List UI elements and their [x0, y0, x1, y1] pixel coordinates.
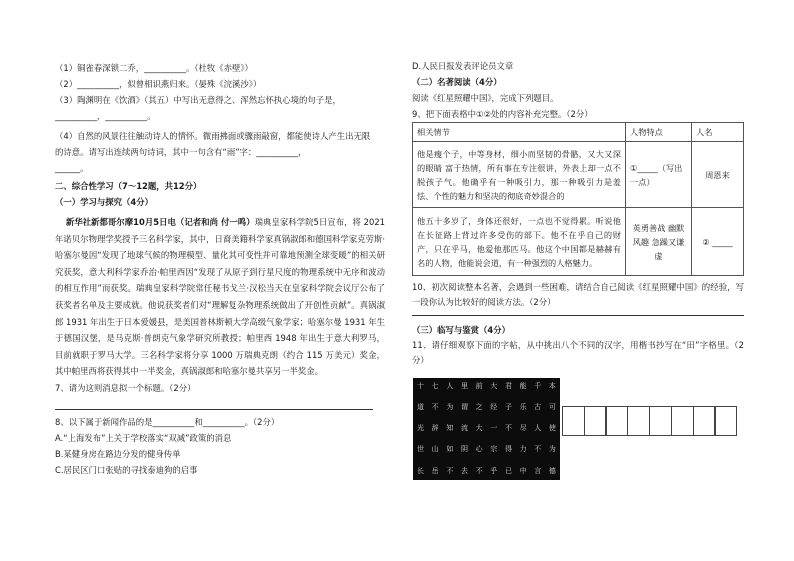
left-column — [55, 60, 385, 478]
question-11: 11、请仔细观察下面的字帖，从中挑出八个不同的汉字，用楷书抄写在“田”字格里。（2分） — [412, 340, 744, 365]
tianzi-cell[interactable] — [606, 406, 629, 436]
calligraphy-columns — [413, 378, 560, 480]
table-cell-name: 周恩来 — [692, 142, 744, 208]
question-line: ______。 — [55, 163, 89, 173]
question-line: （3）陶渊明在《饮酒》（其五）中写出无意得之、浑然忘怀执心境的句子是， — [55, 95, 341, 105]
tianzi-cell[interactable] — [562, 406, 585, 436]
calligraphy-column: 大 经 一 宗 乎 — [490, 382, 498, 475]
tianzi-cell[interactable] — [715, 406, 738, 436]
tianzi-grid — [562, 406, 736, 436]
subsection-heading: （三）临写与鉴赏（4分） — [412, 325, 510, 335]
option-c: C.居民区门口张贴的寻找泰迪狗的启事 — [55, 464, 198, 475]
calligraphy-copybook-image — [413, 378, 560, 480]
table-header: 相关情节 — [413, 123, 626, 142]
calligraphy-column: 七 不 辞 山 岳 — [431, 382, 439, 475]
option-a: A.“上海发布”上关于学校落实“双减”政策的消息 — [55, 432, 232, 443]
question-line: 的诗意。请写出连续两句诗词，其中一句含有“雨”字：__________， — [55, 147, 307, 157]
tianzi-cell[interactable] — [649, 406, 672, 436]
tianzi-cell[interactable] — [584, 406, 607, 436]
right-column — [412, 58, 744, 368]
question-7: 7、请为这则消息拟一个标题。（2分） — [55, 382, 196, 393]
question-9: 9、把下面表格中①②处的内容补充完整。（2分） — [412, 109, 593, 119]
question-line: （2）__________，似曾相识燕归来。（晏殊《浣溪沙》） — [55, 79, 262, 89]
subsection-heading: （一）学习与探究（4分） — [55, 197, 153, 207]
calligraphy-column: 君 子 不 得 已 — [504, 382, 512, 475]
question-line: （1）铜雀春深锁二乔，__________。（杜牧《赤壁》） — [55, 63, 253, 73]
table-cell-name: ② _____ — [692, 208, 744, 276]
answer-line — [55, 396, 373, 410]
table-header-row — [413, 123, 744, 142]
table-cell-plot: 他五十多岁了，身体还很好，一点也不觉得累。听说他在长征路上背过许多受伤的部下。他不在乎自己的财产，只在乎马，他爱他那匹马。他这个中国都是赫赫有名的人物，他能说会道，有一种强烈的人格魅力。 — [413, 208, 626, 276]
question-8: 8、以下属于新闻作品的是__________和__________。（2分） — [55, 416, 280, 427]
news-body: 瑞典皇家科学院5日宣布，将 2021 年诺贝尔物理学奖授予三名科学家，其中，日裔美籍科学家真锅淑郎和德国科学家克劳斯·哈塞尔曼因“发现了地球气候的物理模型、量化其可变性并可靠地预测全球变暖”的相关研究获奖，意大利科学家乔治·帕里西因“发现了从原子到行星尺度的物理系统中无序和波动的相互作用”而获奖。瑞典皇家科学院常任秘书戈兰·汉松当天在皇家科学院会议厅公布了获奖者名单及主要成就。他说获奖者们对“理解复杂物理系统做出了开创性贡献”。真锅淑郎 1931 年出生于日本爱媛县，是美国普林斯顿大学高级气象学家；哈塞尔曼 1931 年生于德国汉堡，是马克斯·普朗克气象学研究所教授；帕里西 1948 年出生于意大利罗马，目前就职于罗马大学。三名科学家将分享 1000 万瑞典克朗（约合 115 万美元）奖金，其中帕里西将获得其中一半奖金，真锅淑郎和哈塞尔曼共享另一半奖金。 — [55, 217, 385, 377]
news-lead: 新华社新都哥尔摩10月5日电（记者和尚 付一鸣） — [65, 217, 255, 227]
table-header: 人名 — [692, 123, 744, 142]
section-heading: 二、综合性学习（7～12题，共12分） — [55, 181, 202, 191]
calligraphy-column: 里 谓 流 阴 去 — [460, 382, 468, 475]
calligraphy-column: 本 可 使 为 德 — [548, 382, 556, 475]
subsection-heading: （二）名著阅读（4分） — [412, 77, 502, 87]
table-row — [413, 142, 744, 208]
instruction-text: 阅读《红星照耀中国》，完成下列题目。 — [412, 93, 559, 103]
tianzi-cell[interactable] — [671, 406, 694, 436]
answer-line — [412, 310, 744, 316]
option-b: B.某健身房在路边分发的健身传单 — [55, 448, 181, 459]
table-cell-trait: ①_____（写出一点） — [626, 142, 692, 208]
news-article — [55, 214, 385, 380]
table-header: 人物特点 — [626, 123, 692, 142]
tianzi-cell[interactable] — [627, 406, 650, 436]
calligraphy-column: 十 道 光 世 长 — [417, 382, 424, 475]
table-cell-trait: 英勇善战 幽默风趣 急躁又谦虚 — [626, 208, 692, 276]
question-10: 10、初次阅读整本名著，会遇到一些困难，请结合自己阅读《红星照耀中国》的经验，写一段你认为比较好的阅读方法。（2分） — [412, 282, 744, 307]
question-line: __________，__________。 — [55, 111, 156, 121]
table-cell-plot: 他是瘦个子，中等身材，细小而坚韧的骨骼，又大又深的眼睛 富于热情，所有事在专注很讲，外表上却一点不脱孩子气。他确乎有一种吸引力，那一种吸引力是羞怯、个性的魅力和坚决的彻底奇妙混合的 — [413, 142, 626, 208]
option-d: D.人民日报发表评论员文章 — [412, 61, 514, 71]
character-table — [412, 122, 744, 276]
calligraphy-column: 能 乐 尽 力 中 — [519, 382, 527, 475]
question-line: （4）自然的风景往往触动诗人的情怀。微雨拂面或骤雨敲窗，都能使诗人产生出无限 — [55, 131, 371, 141]
tianzi-cell[interactable] — [693, 406, 716, 436]
calligraphy-column: 前 之 大 心 不 — [475, 382, 483, 475]
calligraphy-column: 千 古 人 不 言 — [534, 382, 542, 475]
calligraphy-column: 人 为 知 如 不 — [446, 382, 454, 475]
table-row — [413, 208, 744, 276]
